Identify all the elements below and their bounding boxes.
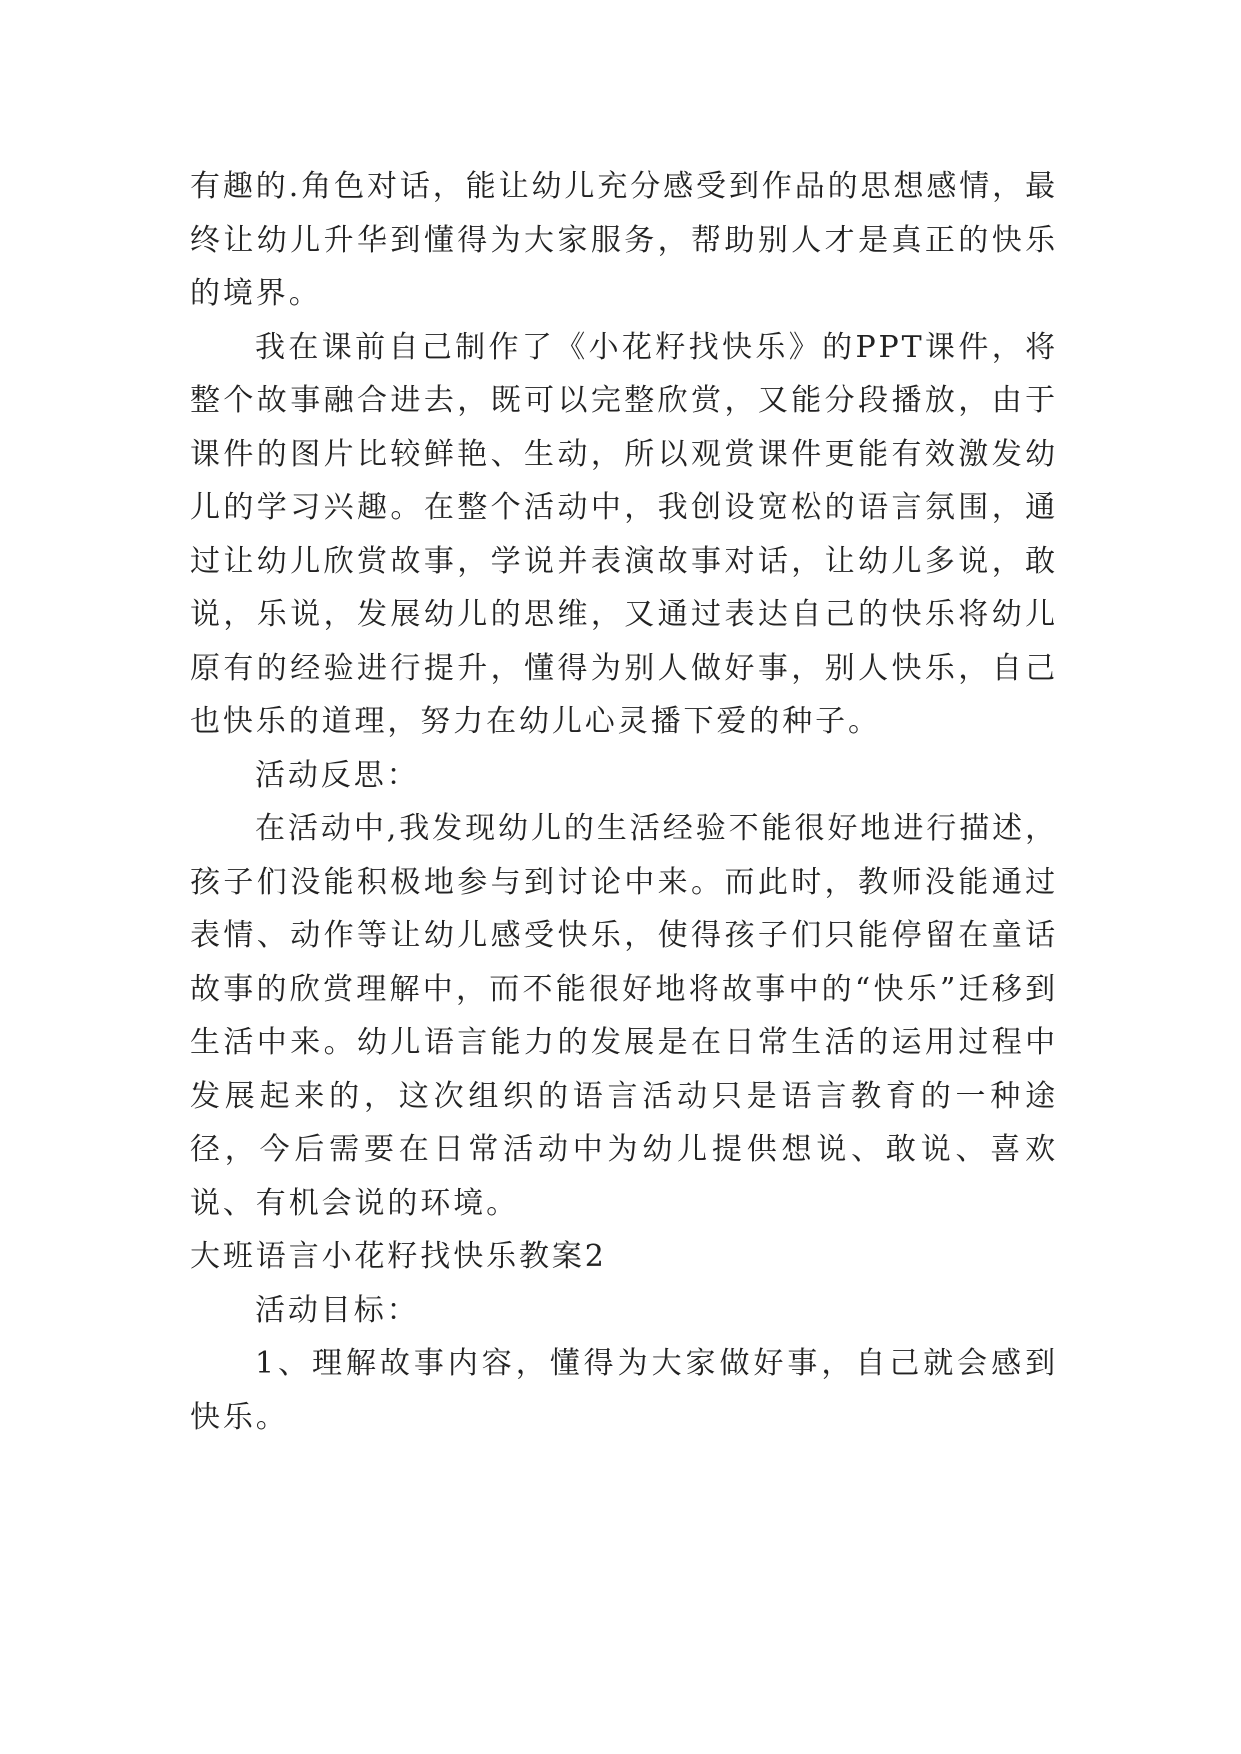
paragraph-ppt-courseware: 我在课前自己制作了《小花籽找快乐》的PPT课件，将整个故事融合进去，既可以完整欣赏，又能分段播放，由于课件的图片比较鲜艳、生动，所以观赏课件更能有效激发幼儿的学习兴趣。在整个活动中，我创设宽松的语言氛围，通过让幼儿欣赏故事，学说并表演故事对话，让幼儿多说，敢说，乐说，发展幼儿的思维，又通过表达自己的快乐将幼儿原有的经验进行提升，懂得为别人做好事，别人快乐，自己也快乐的道理，努力在幼儿心灵播下爱的种子。 [190,329,1058,739]
paragraph-reflection-label: 活动反思： [255,757,420,793]
paragraph-reflection-body: 在活动中,我发现幼儿的生活经验不能很好地进行描述，孩子们没能积极地参与到讨论中来。而此时，教师没能通过表情、动作等让幼儿感受快乐，使得孩子们只能停留在童话故事的欣赏理解中，而不能很好地将故事中的“快乐”迁移到生活中来。幼儿语言能力的发展是在日常生活的运用过程中发展起来的，这次组织的语言活动只是语言教育的一种途径，今后需要在日常活动中为幼儿提供想说、敢说、喜欢说、有机会说的环境。 [190,811,1058,1221]
paragraph-goal-1: 1、理解故事内容，懂得为大家做好事，自己就会感到快乐。 [190,1346,1058,1435]
paragraph-continuation: 有趣的.角色对话，能让幼儿充分感受到作品的思想感情，最终让幼儿升华到懂得为大家服务，帮助别人才是真正的快乐的境界。 [190,169,1058,311]
paragraph-goals-label: 活动目标： [255,1292,420,1328]
section-heading: 大班语言小花籽找快乐教案2 [190,1239,607,1274]
document-page [190,160,1058,1444]
